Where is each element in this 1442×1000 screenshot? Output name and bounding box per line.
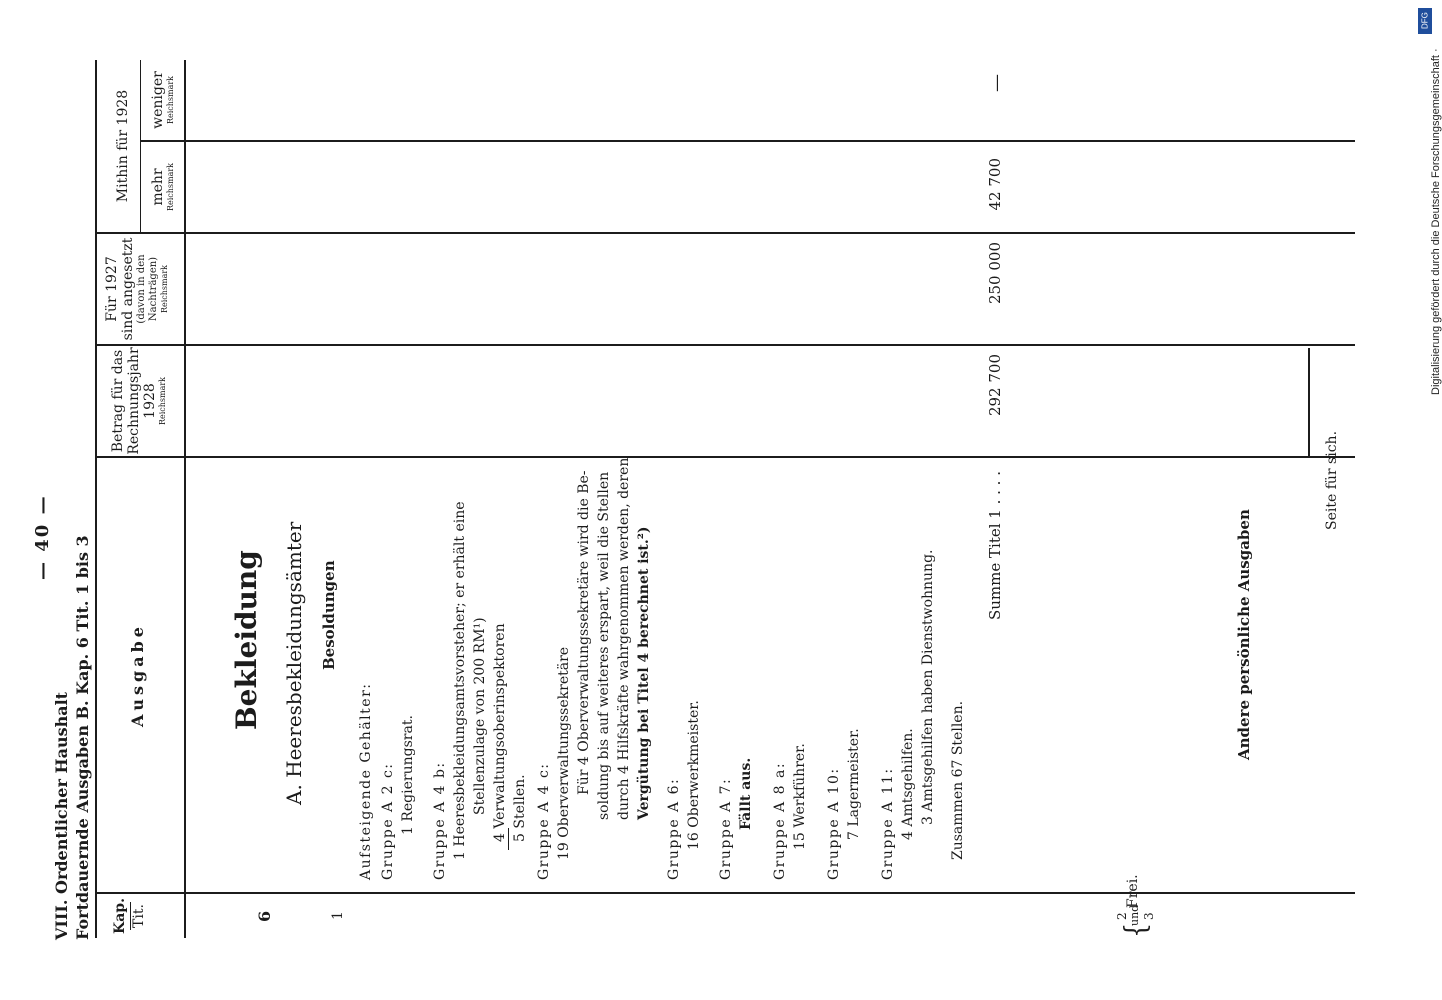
section-title: Bekleidung xyxy=(230,550,263,730)
header-line-1: VIII. Ordentlicher Haushalt xyxy=(52,691,71,940)
gruppe-a4c-entry: 19 Oberverwaltungssekretäre xyxy=(556,646,572,860)
gruppe-a7-entry: Fällt aus. xyxy=(738,757,754,830)
seite-bracket xyxy=(1308,348,1310,458)
mithin-rule xyxy=(140,60,141,234)
gruppe-a2c: Gruppe A 2 c: xyxy=(380,762,396,880)
gruppe-a4b: Gruppe A 4 b: xyxy=(432,761,448,880)
gruppe-a8a: Gruppe A 8 a: xyxy=(772,761,788,880)
col-1927: Für 1927 sind angesetzt (davon in den Nachträgen) Reichsmark xyxy=(104,237,169,341)
gruppe-a4b-total: 5 Stellen. xyxy=(512,774,528,842)
col-tit: Tit. xyxy=(130,902,147,930)
summe-titel-1: Summe Titel 1 . . . . xyxy=(986,471,1004,620)
col-betrag: Betrag für das Rechnungsjahr 1928 Reichsmark xyxy=(110,347,167,455)
summe-1927: 250 000 xyxy=(986,242,1004,305)
col-mehr: mehr Reichsmark xyxy=(150,162,175,212)
titel-3-number: 3 xyxy=(1142,912,1156,920)
gruppe-a11-entry: 4 Amtsgehilfen. xyxy=(900,728,916,840)
titel-brace: { xyxy=(1119,922,1153,938)
section-besoldungen: Besoldungen xyxy=(320,560,338,670)
rule-1927-mehr xyxy=(95,232,1355,234)
gruppe-a10: Gruppe A 10: xyxy=(826,767,842,880)
gruppe-a2c-entry: 1 Regierungsrat. xyxy=(400,715,416,835)
gruppe-a4b-entry-1: 1 Heeresbekleidungsamtsvorsteher; er erhält eine xyxy=(452,501,468,860)
gruppe-a4b-entry-1b: Stellenzulage von 200 RM¹) xyxy=(472,617,488,815)
titel-und: und xyxy=(1128,904,1141,926)
gruppe-a6-entry: 16 Oberwerkmeister. xyxy=(686,700,702,850)
table-top-rule xyxy=(95,60,97,938)
col-weniger: weniger Reichsmark xyxy=(150,71,175,129)
andere-persoenliche-ausgaben: Andere persönliche Ausgaben xyxy=(1235,509,1253,760)
section-subtitle: A. Heeresbekleidungsämter xyxy=(282,521,306,805)
titel-2-number: 2 xyxy=(1115,912,1129,920)
gruppe-a4b-sum-rule xyxy=(508,828,509,850)
gruppe-a4b-entry-4: 4 Verwaltungsoberinspektoren xyxy=(492,623,508,842)
rule-kap-tit xyxy=(95,892,1355,894)
header-bottom-rule xyxy=(184,60,186,938)
gruppe-a4c: Gruppe A 4 c: xyxy=(536,762,552,880)
col-ausgabe: Ausgabe xyxy=(128,623,147,727)
rule-mehr-weniger xyxy=(140,140,1355,142)
gruppe-a10-entry: 7 Lagermeister. xyxy=(846,728,862,840)
titel-1-number: 1 xyxy=(330,911,346,920)
col-kap: Kap. xyxy=(112,898,128,934)
rule-betrag-1927 xyxy=(95,344,1355,346)
gruppe-a7: Gruppe A 7: xyxy=(718,777,734,880)
digitization-note: Digitalisierung gefördert durch die Deutsche Forschungsgemeinschaft · xyxy=(1430,48,1442,395)
zusammen-stellen: Zusammen 67 Stellen. xyxy=(950,700,966,860)
rule-ausgabe-betrag xyxy=(95,456,1355,458)
gruppe-a6: Gruppe A 6: xyxy=(666,777,682,880)
kap-number: 6 xyxy=(255,910,274,922)
gruppe-a4c-note-3: durch 4 Hilfskräfte wahrgenommen werden, deren xyxy=(616,457,632,820)
col-mithin: Mithin für 1928 xyxy=(115,89,131,203)
header-line-2: Fortdauernde Ausgaben B. Kap. 6 Tit. 1 bis 3 xyxy=(73,535,92,940)
gruppe-a8a-entry: 15 Werkführer. xyxy=(792,743,808,850)
gruppe-a4c-note-2: soldung bis auf weiteres erspart, weil die Stellen xyxy=(596,471,612,820)
col-kap-tit xyxy=(112,894,147,938)
frei-text: Frei. xyxy=(1125,874,1141,908)
gruppe-a4c-note-4: Vergütung bei Titel 4 berechnet ist.²) xyxy=(636,526,652,820)
gruppe-a11-note: 3 Amtsgehilfen haben Dienstwohnung. xyxy=(920,549,936,825)
gruppe-a11: Gruppe A 11: xyxy=(880,767,896,880)
aufsteigende-label: Aufsteigende Gehälter: xyxy=(358,682,374,880)
gruppe-a4c-note-1: Für 4 Oberverwaltungssekretäre wird die Be- xyxy=(576,470,592,795)
summe-mehr: 42 700 xyxy=(986,158,1004,211)
summe-weniger: — xyxy=(986,74,1007,92)
page-number: — 40 — xyxy=(32,494,53,580)
summe-betrag-1928: 292 700 xyxy=(986,354,1004,417)
seite-fuer-sich: Seite für sich. xyxy=(1324,430,1340,530)
dfg-logo: DFG xyxy=(1418,8,1432,34)
